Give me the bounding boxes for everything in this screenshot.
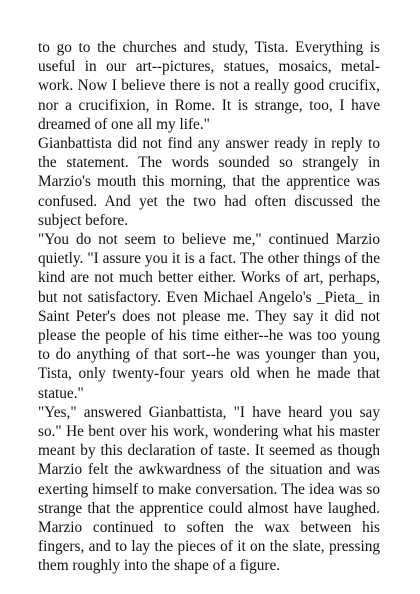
- paragraph-3: "You do not seem to believe me," continued Marzio quietly. "I assure you it is a fact. The other things of the kind are not much better either. Works of art, perhaps, but not satisfactory. Even Michael Angelo's _Pieta_ in Saint Peter's does not please me. They say it did not please the people of his time either--he was too young to do anything of that sort--he was younger than you, Tista, only twenty-four years old when he made that statue.": [38, 231, 380, 402]
- paragraph-2: Gianbattista did not find any answer ready in reply to the statement. The words sounded so strangely in Marzio's mouth this morning, that the apprentice was confused. And yet the two had often discussed the subject before.: [38, 135, 380, 229]
- paragraph-1: to go to the churches and study, Tista. Everything is useful in our art--pictures, statues, mosaics, metal-work. Now I believe there is not a really good crucifix, nor a crucifixion, in Rome. It is strange, too, I have dreamed of one all my life.": [38, 39, 380, 133]
- document-page: [38, 38, 380, 576]
- paragraph-4: "Yes," answered Gianbattista, "I have heard you say so." He bent over his work, wondering what his master meant by this declaration of taste. It seemed as though Marzio felt the awkwardness of the situation and was exerting himself to make conversation. The idea was so strange that the apprentice could almost have laughed. Marzio continued to soften the wax between his fingers, and to lay the pieces of it on the slate, pressing them roughly into the shape of a figure.: [38, 403, 380, 575]
